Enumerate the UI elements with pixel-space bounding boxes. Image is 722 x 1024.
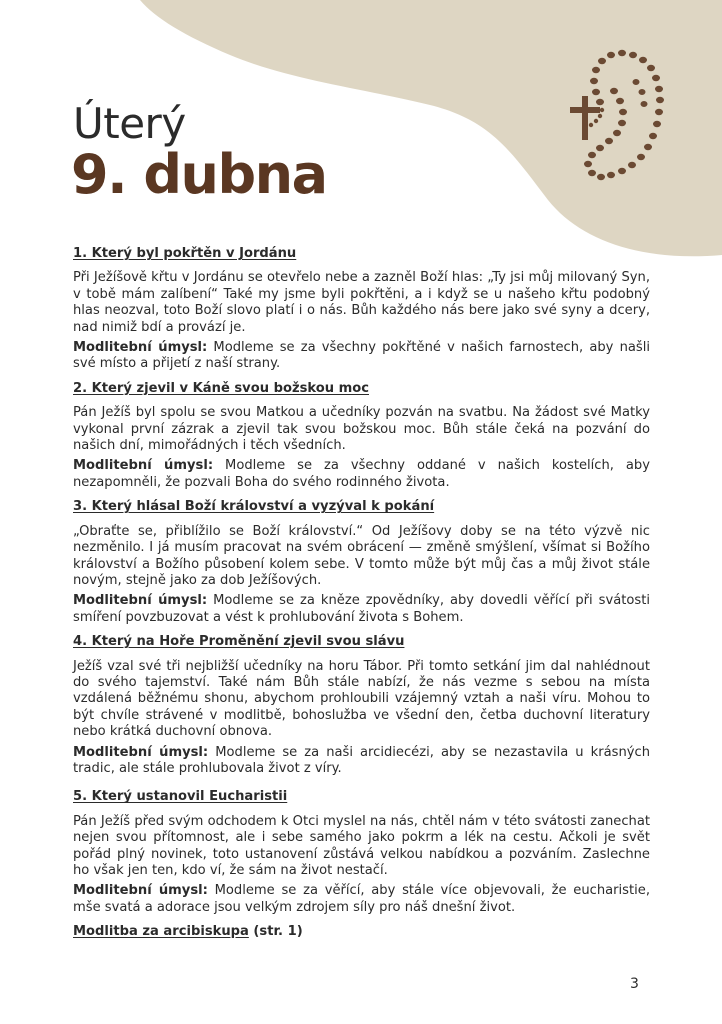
- intention-text: Modleme se za naši arcidiecézi, aby se nezastavila u krásných tradic, ale stále prohlubovala život z víry.: [73, 744, 650, 776]
- section-heading: 4. Který na Hoře Proměnění zjevil svou slávu: [73, 634, 405, 650]
- mystery-section-1: [73, 246, 650, 373]
- page-number: 3: [630, 976, 639, 992]
- intention-label: Modlitební úmysl:: [73, 593, 208, 609]
- day-name: Úterý: [73, 99, 186, 148]
- prayer-page-ref: (str. 1): [248, 924, 303, 940]
- rosary-icon: [560, 40, 680, 200]
- section-heading: 3. Který hlásal Boží království a vyzýval k pokání: [73, 499, 435, 515]
- section-heading: 2. Který zjevil v Káně svou božskou moc: [73, 380, 369, 396]
- section-heading: 1. Který byl pokřtěn v Jordánu: [73, 246, 297, 261]
- prayer-intention: [73, 745, 650, 778]
- prayer-intention: [73, 883, 650, 916]
- section-text: Při Ježíšově křtu v Jordánu se otevřelo nebe a zazněl Boží hlas: „Ty jsi můj milovaný Syn, v tobě mám zalíbení“ Také my jsme byli pokřtěni, a i když se u našeho křtu podobný hlas neozval, toto Boží slovo platí i o nás. Bůh každého nás bere jako své syny a dcery, nad nimiž bdí a provází je.: [73, 270, 650, 335]
- date-title: 9. dubna: [71, 143, 327, 206]
- intention-text: Modleme se za všechny oddané v našich kostelích, aby nezapomněli, že pozvali Boha do svého rodinného života.: [73, 458, 650, 490]
- intention-text: Modleme se za všechny pokřtěné v našich farnostech, aby našli své místo a přijetí z naší strany.: [73, 340, 650, 372]
- intention-text: Modleme se za kněze zpovědníky, aby dovedli věřící při svátosti smíření povzbuzovat a vést k prohlubování života s Bohem.: [73, 593, 650, 625]
- document-body: [73, 246, 650, 941]
- mystery-section-2: [73, 381, 650, 491]
- intention-label: Modlitební úmysl:: [73, 458, 214, 474]
- prayer-intention: [73, 340, 650, 373]
- closing-prayer-reference: [73, 924, 650, 940]
- section-text: „Obraťte se, přiblížilo se Boží království.“ Od Ježíšovy doby se na této výzvě nic nezměnilo. I já musím pracovat na svém obrácení — změně smýšlení, všímat si Božího království a Božího působení kolem sebe. V tomto může být můj čas a můj život stále novým, stejně jako za dob Ježíšových.: [73, 523, 650, 588]
- section-text: Pán Ježíš byl spolu se svou Matkou a učedníky pozván na svatbu. Na žádost své Matky vykonal první zázrak a zjevil tak svou božskou moc. Bůh stále čeká na pozvání do našich dní, mimořádných i těch všedních.: [73, 405, 650, 454]
- intention-text: Modleme se za věřící, aby stále více objevovali, že eucharistie, mše svatá a adorace jsou velkým zdrojem síly pro náš dnešní život.: [73, 883, 650, 915]
- mystery-section-4: [73, 634, 650, 777]
- section-heading: 5. Který ustanovil Eucharistii: [73, 789, 288, 805]
- prayer-label: Modlitba za arcibiskupa: [73, 924, 249, 940]
- section-text: Pán Ježíš před svým odchodem k Otci myslel na nás, chtěl nám v této svátosti zanechat nejen svou přítomnost, ale i sebe samého jako pokrm a lék na cestu. Ačkoli je svět pořád plný novinek, toto ustanovení zůstává velkou nabídkou a pozváním. Zaslechne ho však jen ten, kdo ví, že sám na život nestačí.: [73, 813, 650, 878]
- intention-label: Modlitební úmysl:: [73, 883, 208, 899]
- section-text: Ježíš vzal své tři nejbližší učedníky na horu Tábor. Při tomto setkání jim dal nahlédnout do svého tajemství. Také nám Bůh stále nabízí, že nás vezme s sebou na místa vzdálená běžnému shonu, abychom prohloubili vzájemný vztah a naši víru. Mohou to být chvíle strávené v modlitbě, bohoslužba ve všední den, četba duchovní literatury nebo krátká duchovní obnova.: [73, 658, 650, 740]
- mystery-section-3: [73, 499, 650, 626]
- prayer-intention: [73, 593, 650, 626]
- intention-label: Modlitební úmysl:: [73, 744, 209, 760]
- intention-label: Modlitební úmysl:: [73, 340, 208, 356]
- prayer-intention: [73, 458, 650, 491]
- mystery-section-5: [73, 789, 650, 916]
